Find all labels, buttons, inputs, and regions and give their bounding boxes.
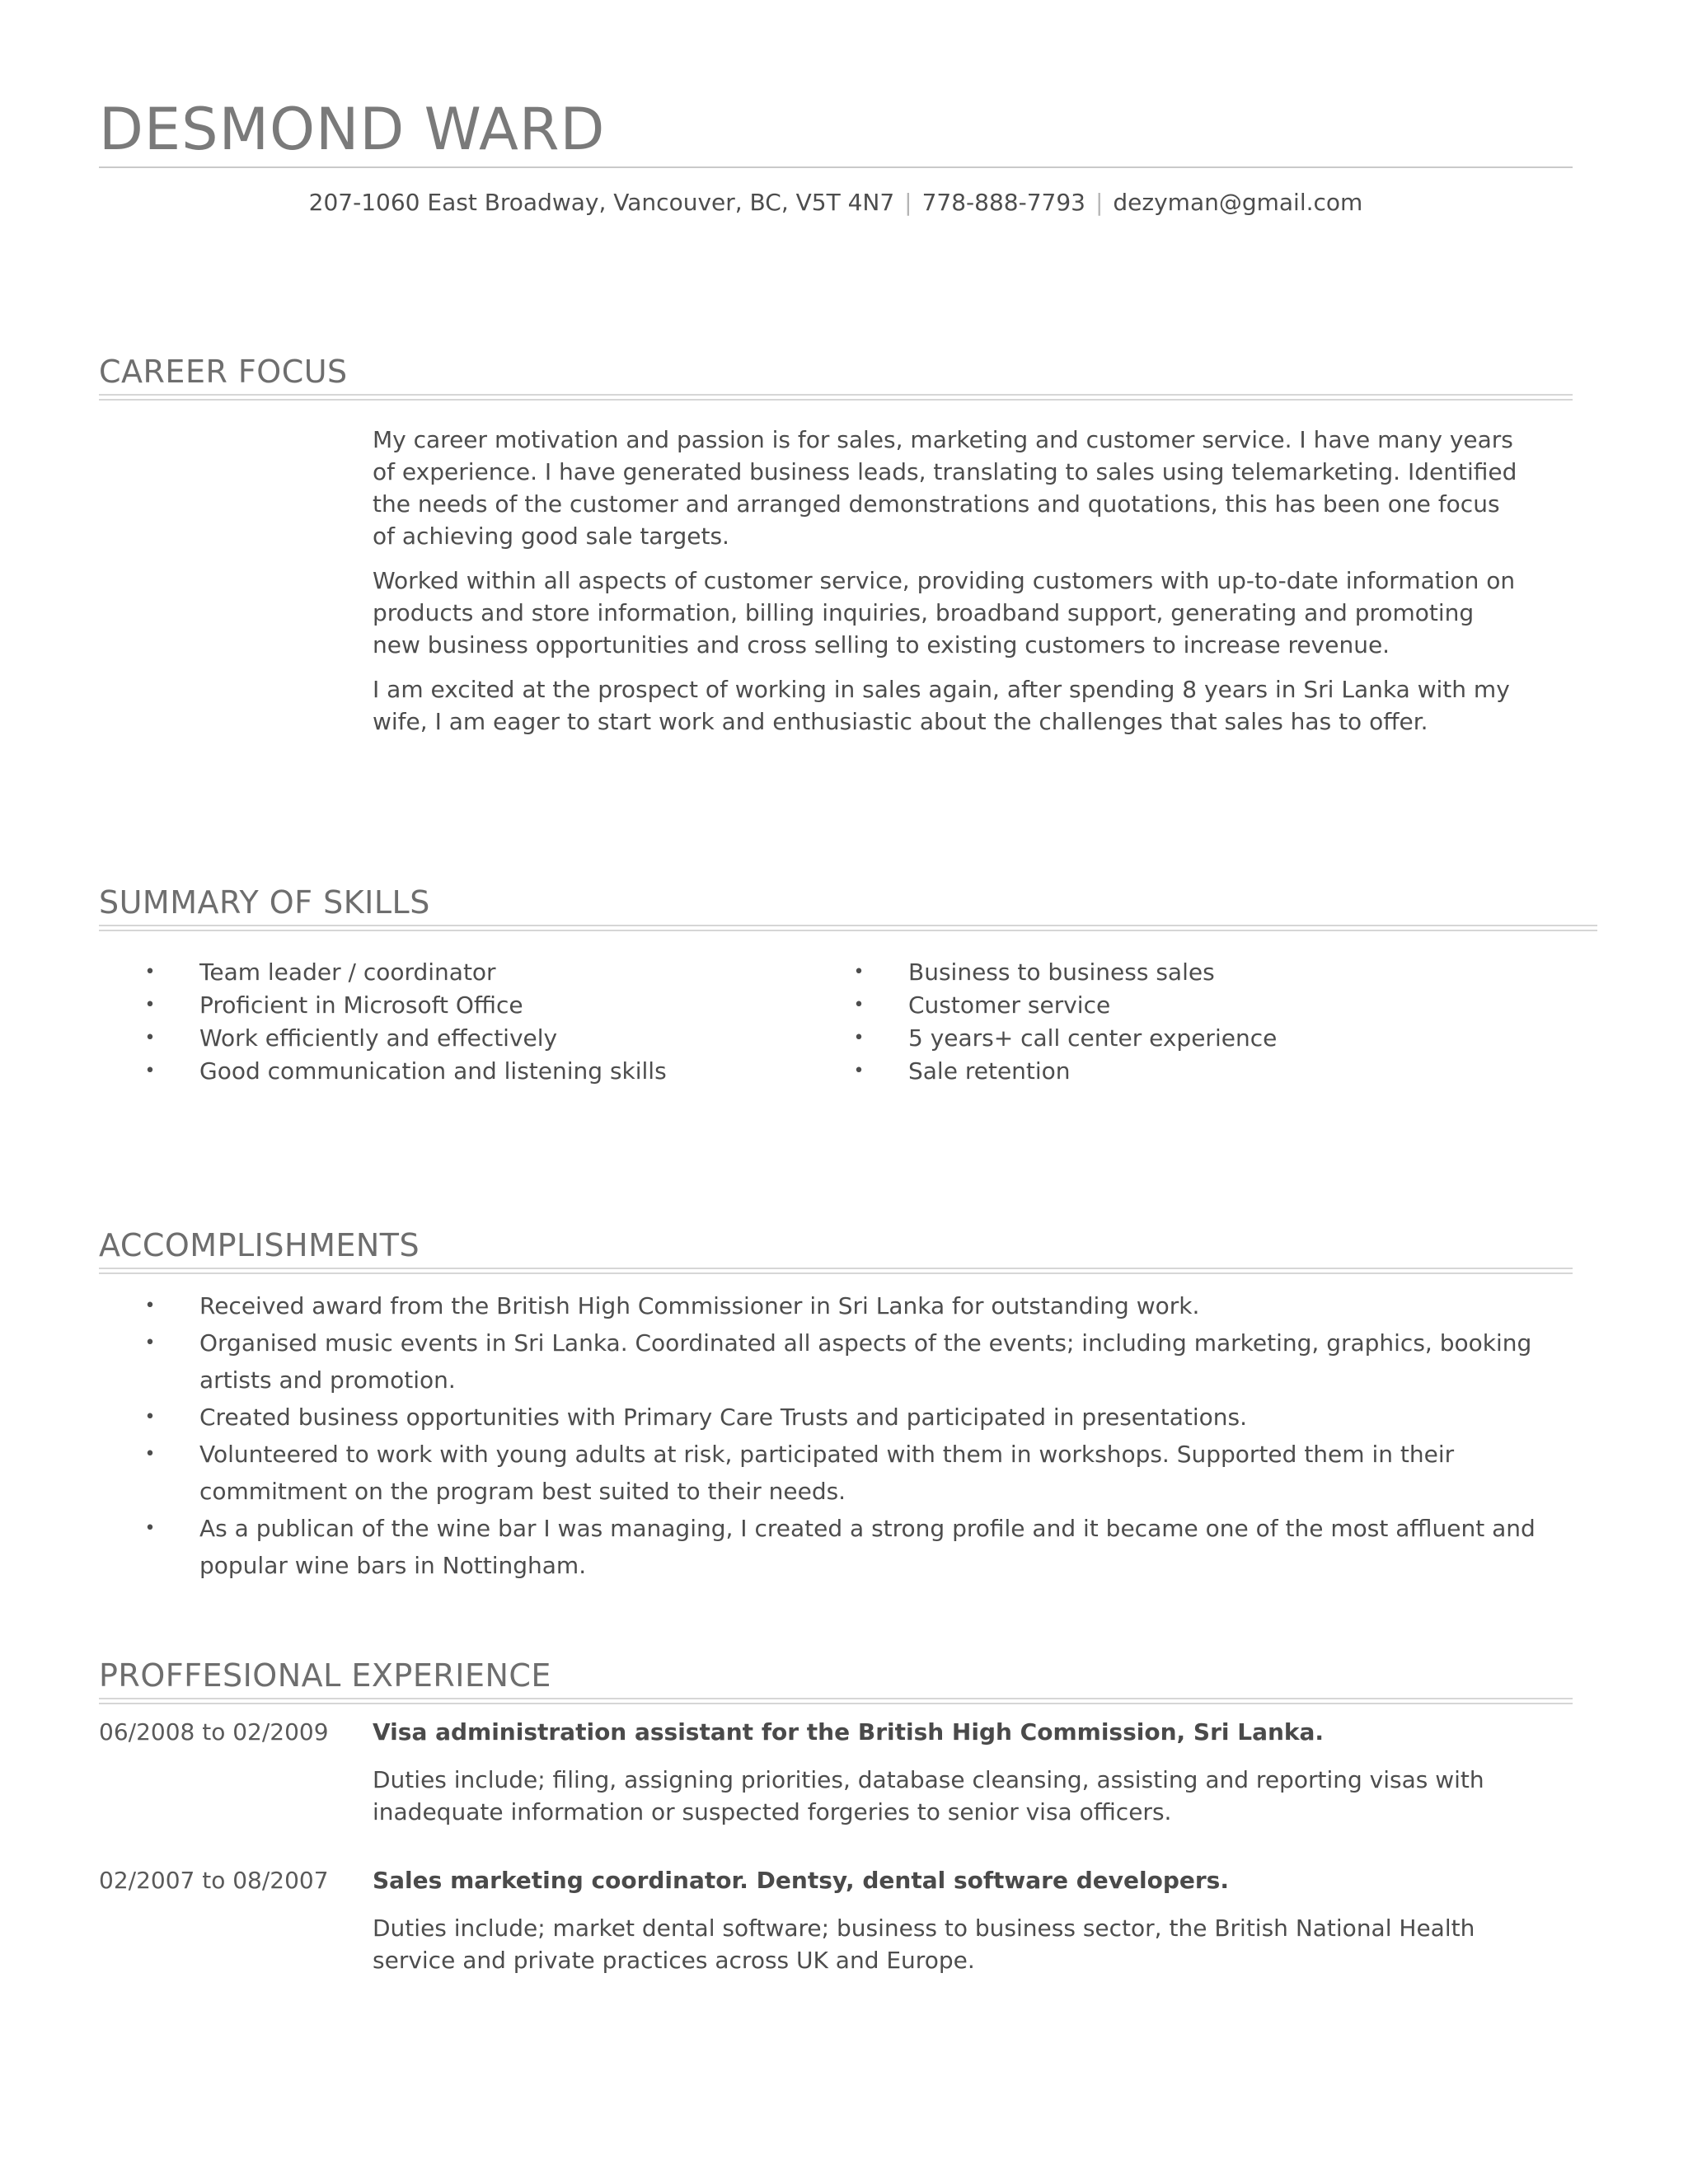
list-item	[142, 1399, 1592, 1436]
bullet-icon: •	[853, 1061, 865, 1081]
skills-list-right	[851, 956, 1526, 1088]
contact-separator: |	[904, 189, 912, 216]
section-divider	[99, 1268, 1573, 1274]
bullet-icon: •	[144, 1296, 156, 1316]
section-divider	[99, 394, 1573, 401]
career-focus-body	[373, 424, 1526, 750]
accomplishment-text: Received award from the British High Commissioner in Sri Lanka for outstanding work.	[199, 1292, 1200, 1319]
section-title-accomplishments: ACCOMPLISHMENTS	[99, 1227, 420, 1263]
skills-list-left	[142, 956, 818, 1088]
career-focus-paragraph: I am excited at the prospect of working in sales again, after spending 8 years in Sri Lanka with my wife, I am eager to start work and enthusiastic about the challenges that sales has to offer.	[373, 676, 1510, 735]
list-item	[851, 956, 1526, 989]
list-item	[851, 1055, 1526, 1088]
career-focus-paragraph: Worked within all aspects of customer service, providing customers with up-to-date information on products and store information, billing inquiries, broadband support, generating and promoting new business opportunities and cross selling to existing customers to increase revenue.	[373, 567, 1516, 658]
experience-dates: 06/2008 to 02/2009	[99, 1718, 329, 1746]
bullet-icon: •	[853, 962, 865, 982]
experience-description: Duties include; filing, assigning priorities, database cleansing, assisting and reporting visas with inadequate information or suspected forgeries to senior visa officers.	[373, 1766, 1484, 1825]
bullet-icon: •	[853, 995, 865, 1015]
list-item	[142, 1287, 1592, 1324]
accomplishment-text: Created business opportunities with Primary Care Trusts and participated in presentations.	[199, 1404, 1248, 1431]
accomplishments-list	[142, 1287, 1592, 1584]
name-divider	[99, 166, 1573, 168]
bullet-icon: •	[144, 1407, 156, 1427]
section-title-experience: PROFFESIONAL EXPERIENCE	[99, 1657, 551, 1694]
experience-title: Sales marketing coordinator. Dentsy, dental software developers.	[373, 1867, 1229, 1894]
accomplishment-text: As a publican of the wine bar I was managing, I created a strong profile and it became one of the most affluent and popular wine bars in Nottingham.	[199, 1515, 1536, 1579]
bullet-icon: •	[144, 995, 156, 1015]
section-title-career-focus: CAREER FOCUS	[99, 354, 348, 390]
experience-dates: 02/2007 to 08/2007	[99, 1867, 329, 1894]
list-item	[142, 1055, 818, 1088]
skill-label: Team leader / coordinator	[199, 958, 496, 986]
list-item	[142, 956, 818, 989]
skill-label: 5 years+ call center experience	[908, 1024, 1278, 1052]
bullet-icon: •	[144, 962, 156, 982]
accomplishment-text: Volunteered to work with young adults at risk, participated with them in workshops. Supported them in their commitment on the program best suited to their needs.	[199, 1441, 1455, 1505]
list-item	[142, 1436, 1592, 1510]
candidate-name: DESMOND WARD	[99, 96, 606, 163]
skill-label: Proficient in Microsoft Office	[199, 991, 523, 1019]
list-item	[851, 989, 1526, 1022]
skill-label: Customer service	[908, 991, 1111, 1019]
bullet-icon: •	[144, 1333, 156, 1353]
list-item	[142, 1324, 1592, 1399]
bullet-icon: •	[144, 1444, 156, 1465]
section-title-skills: SUMMARY OF SKILLS	[99, 884, 430, 921]
bullet-icon: •	[144, 1028, 156, 1048]
career-focus-paragraph: My career motivation and passion is for sales, marketing and customer service. I have many years of experience. I have generated business leads, translating to sales using telemarketing. Identified the needs of the customer and arranged demonstrations and quotations, this has been one focus of achieving good sale targets.	[373, 426, 1517, 550]
bullet-icon: •	[853, 1028, 865, 1048]
bullet-icon: •	[144, 1518, 156, 1539]
experience-description: Duties include; market dental software; business to business sector, the British National Health service and private practices across UK and Europe.	[373, 1915, 1475, 1974]
list-item	[142, 989, 818, 1022]
section-divider	[99, 925, 1597, 931]
contact-separator: |	[1095, 189, 1104, 216]
contact-email[interactable]: dezyman@gmail.com	[1113, 189, 1363, 216]
accomplishment-text: Organised music events in Sri Lanka. Coordinated all aspects of the events; including marketing, graphics, booking artists and promotion.	[199, 1329, 1532, 1394]
skill-label: Work efficiently and effectively	[199, 1024, 558, 1052]
bullet-icon: •	[144, 1061, 156, 1081]
skill-label: Sale retention	[908, 1057, 1071, 1085]
skill-label: Business to business sales	[908, 958, 1215, 986]
list-item	[142, 1022, 818, 1055]
list-item	[142, 1510, 1592, 1584]
contact-line	[99, 186, 1573, 219]
skill-label: Good communication and listening skills	[199, 1057, 667, 1085]
contact-phone: 778-888-7793	[921, 189, 1085, 216]
section-divider	[99, 1698, 1573, 1704]
experience-title: Visa administration assistant for the British High Commission, Sri Lanka.	[373, 1718, 1325, 1746]
contact-address: 207-1060 East Broadway, Vancouver, BC, V5T 4N7	[308, 189, 895, 216]
list-item	[851, 1022, 1526, 1055]
